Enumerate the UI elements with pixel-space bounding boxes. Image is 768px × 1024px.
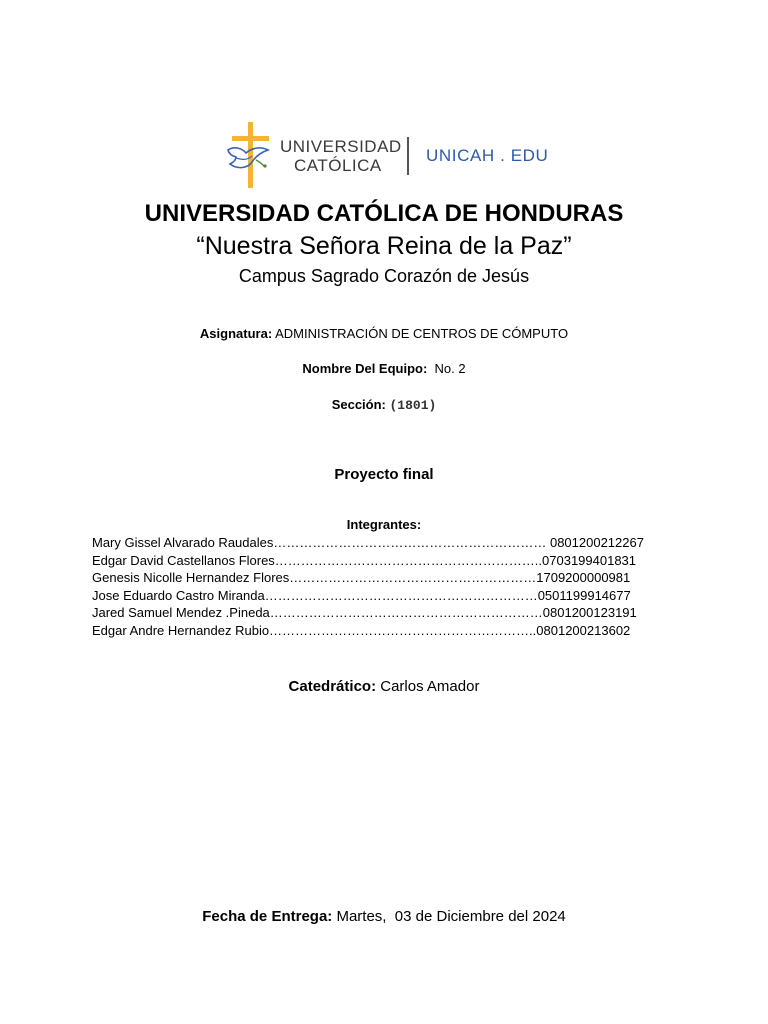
- member-row: Edgar Andre Hernandez Rubio……………………………………………………..0801200213602: [92, 622, 631, 638]
- project-title: Proyecto final: [334, 466, 434, 483]
- seccion-field: [0, 397, 768, 413]
- asignatura-value: ADMINISTRACIÓN DE CENTROS DE CÓMPUTO: [275, 326, 569, 341]
- catedratico-value: Carlos Amador: [376, 678, 480, 695]
- catedratico-label: Catedrático:: [288, 678, 377, 695]
- seccion-label: Sección:: [331, 397, 386, 412]
- member-row: Mary Gissel Alvarado Raudales……………………………………………………… 0801200212267: [92, 535, 644, 550]
- logo-line-2: CATÓLICA: [294, 156, 382, 175]
- member-row: Jose Eduardo Castro Miranda………………………………………………………0501199914677: [92, 587, 631, 603]
- university-title: UNIVERSIDAD CATÓLICA DE HONDURAS: [144, 200, 624, 227]
- university-motto: “Nuestra Señora Reina de la Paz”: [196, 232, 572, 260]
- equipo-label: Nombre Del Equipo:: [302, 361, 428, 376]
- members-list: [92, 534, 692, 640]
- asignatura-label: Asignatura:: [199, 326, 273, 341]
- equipo-field: [0, 361, 768, 376]
- logo-line-1: UNIVERSIDAD: [280, 137, 402, 156]
- cross-dove-icon: [222, 120, 292, 192]
- campus-name: Campus Sagrado Corazón de Jesús: [238, 266, 530, 286]
- logo-website: UNICAH . EDU: [426, 146, 549, 165]
- equipo-value: No. 2: [434, 361, 466, 376]
- member-row: Edgar David Castellanos Flores……………………………………………………..0703199401831: [92, 552, 637, 568]
- asignatura-field: [0, 326, 768, 341]
- catedratico-field: [0, 678, 768, 695]
- member-row: Genesis Nicolle Hernandez Flores…………………………………………………1709200000981: [92, 570, 631, 586]
- fecha-entrega-label: Fecha de Entrega:: [202, 908, 333, 925]
- member-row: Jared Samuel Mendez .Pineda………………………………………………………0801200123191: [92, 605, 637, 621]
- fecha-entrega-value: Martes, 03 de Diciembre del 2024: [332, 908, 566, 925]
- logo-divider: [407, 137, 409, 175]
- members-title: Integrantes:: [346, 517, 422, 532]
- fecha-entrega-field: [0, 908, 768, 925]
- university-logo: [222, 120, 552, 192]
- seccion-value: (1801): [389, 398, 437, 413]
